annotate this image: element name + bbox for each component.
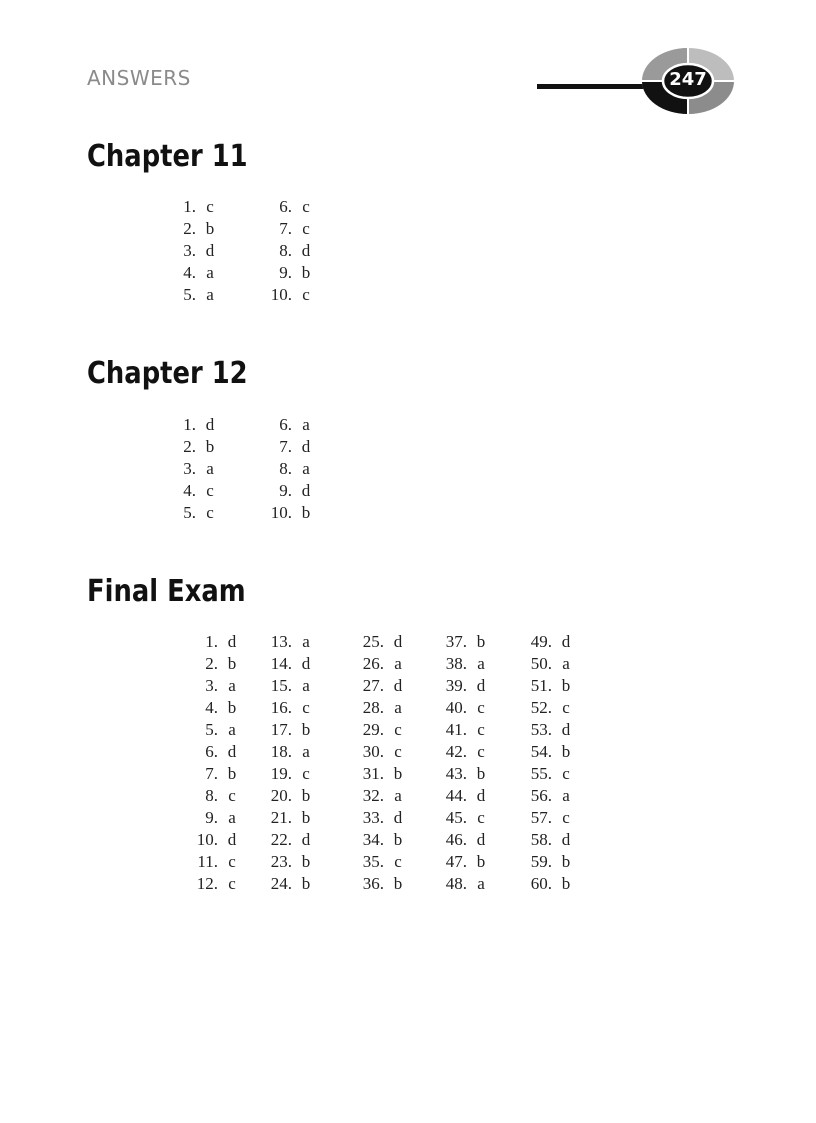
question-number: 17. — [270, 720, 292, 739]
question-number: 8. — [279, 241, 292, 260]
question-number: 53. — [530, 720, 552, 739]
answer-row — [437, 697, 493, 719]
answer-row — [188, 829, 244, 851]
answer-letter: a — [302, 632, 310, 651]
question-number: 25. — [362, 632, 384, 651]
answer-letter: d — [476, 786, 486, 805]
answer-row — [262, 218, 318, 240]
answer-row — [437, 675, 493, 697]
chapter-11-column-2 — [262, 196, 318, 306]
final-exam-column-2 — [262, 631, 318, 895]
question-number: 4. — [205, 698, 218, 717]
answer-letter: d — [561, 830, 571, 849]
question-number: 15. — [270, 676, 292, 695]
question-number: 4. — [183, 481, 196, 500]
answer-letter: c — [562, 764, 570, 783]
answer-row — [262, 807, 318, 829]
answer-row — [437, 631, 493, 653]
answer-row — [166, 284, 222, 306]
answer-row — [354, 741, 410, 763]
answer-letter: c — [302, 698, 310, 717]
answer-row — [354, 719, 410, 741]
answer-row — [262, 763, 318, 785]
question-number: 4. — [183, 263, 196, 282]
question-number: 8. — [205, 786, 218, 805]
answer-row — [166, 240, 222, 262]
answer-letter: c — [477, 698, 485, 717]
answer-letter: c — [394, 720, 402, 739]
answer-row — [522, 873, 578, 895]
question-number: 51. — [530, 676, 552, 695]
answer-row — [522, 697, 578, 719]
answer-letter: b — [205, 437, 215, 456]
answer-letter: a — [206, 285, 214, 304]
question-number: 10. — [270, 503, 292, 522]
question-number: 54. — [530, 742, 552, 761]
answer-letter: b — [561, 676, 571, 695]
answer-letter: d — [476, 830, 486, 849]
question-number: 10. — [196, 830, 218, 849]
answer-letter: a — [206, 263, 214, 282]
answer-letter: b — [393, 874, 403, 893]
question-number: 11. — [197, 852, 218, 871]
answer-letter: c — [302, 285, 310, 304]
question-number: 14. — [270, 654, 292, 673]
answer-row — [262, 851, 318, 873]
question-number: 47. — [445, 852, 467, 871]
question-number: 18. — [270, 742, 292, 761]
answer-letter: b — [227, 654, 237, 673]
answer-letter: d — [561, 632, 571, 651]
question-number: 32. — [362, 786, 384, 805]
answer-row — [188, 807, 244, 829]
question-number: 12. — [196, 874, 218, 893]
answer-row — [354, 851, 410, 873]
answer-letter: c — [206, 197, 214, 216]
answer-row — [522, 785, 578, 807]
question-number: 10. — [270, 285, 292, 304]
question-number: 55. — [530, 764, 552, 783]
question-number: 6. — [279, 197, 292, 216]
question-number: 49. — [530, 632, 552, 651]
question-number: 60. — [530, 874, 552, 893]
answer-row — [262, 240, 318, 262]
answer-row — [188, 653, 244, 675]
answer-letter: c — [302, 219, 310, 238]
answer-letter: c — [394, 852, 402, 871]
question-number: 1. — [183, 415, 196, 434]
question-number: 24. — [270, 874, 292, 893]
answer-row — [166, 262, 222, 284]
answer-row — [262, 829, 318, 851]
running-head: ANSWERS — [87, 66, 191, 90]
question-number: 37. — [445, 632, 467, 651]
answer-row — [262, 675, 318, 697]
chapter-11-column-1 — [166, 196, 222, 306]
question-number: 19. — [270, 764, 292, 783]
question-number: 59. — [530, 852, 552, 871]
question-number: 3. — [183, 459, 196, 478]
question-number: 58. — [530, 830, 552, 849]
answer-row — [262, 785, 318, 807]
question-number: 9. — [279, 481, 292, 500]
answer-row — [262, 741, 318, 763]
question-number: 31. — [362, 764, 384, 783]
answer-row — [262, 196, 318, 218]
answer-letter: a — [302, 742, 310, 761]
answer-letter: b — [301, 852, 311, 871]
answer-letter: d — [205, 415, 215, 434]
answer-letter: d — [393, 632, 403, 651]
answer-letter: c — [302, 764, 310, 783]
question-number: 44. — [445, 786, 467, 805]
question-number: 7. — [279, 219, 292, 238]
answer-row — [354, 653, 410, 675]
question-number: 27. — [362, 676, 384, 695]
answer-row — [354, 807, 410, 829]
question-number: 43. — [445, 764, 467, 783]
answer-row — [188, 675, 244, 697]
answer-row — [262, 414, 318, 436]
question-number: 50. — [530, 654, 552, 673]
answer-row — [437, 785, 493, 807]
answer-letter: d — [227, 632, 237, 651]
question-number: 33. — [362, 808, 384, 827]
answer-letter: b — [227, 698, 237, 717]
answer-row — [522, 719, 578, 741]
answer-row — [262, 631, 318, 653]
answer-letter: a — [562, 654, 570, 673]
answer-row — [437, 807, 493, 829]
answer-letter: a — [562, 786, 570, 805]
answer-row — [188, 873, 244, 895]
answer-letter: c — [206, 503, 214, 522]
answer-row — [262, 458, 318, 480]
answer-row — [437, 829, 493, 851]
answer-letter: b — [561, 874, 571, 893]
answer-letter: a — [228, 808, 236, 827]
question-number: 38. — [445, 654, 467, 673]
answer-letter: c — [477, 720, 485, 739]
question-number: 7. — [279, 437, 292, 456]
question-number: 39. — [445, 676, 467, 695]
answer-row — [262, 719, 318, 741]
section-title-chapter-12: Chapter 12 — [87, 356, 248, 391]
answer-letter: a — [228, 676, 236, 695]
answer-letter: c — [562, 698, 570, 717]
chapter-12-column-1 — [166, 414, 222, 524]
answer-letter: d — [301, 481, 311, 500]
answer-letter: a — [394, 698, 402, 717]
answer-row — [188, 719, 244, 741]
answer-letter: b — [561, 852, 571, 871]
answer-letter: b — [301, 786, 311, 805]
question-number: 1. — [183, 197, 196, 216]
question-number: 1. — [205, 632, 218, 651]
answer-letter: d — [476, 676, 486, 695]
question-number: 28. — [362, 698, 384, 717]
answer-row — [354, 697, 410, 719]
question-number: 36. — [362, 874, 384, 893]
answer-row — [354, 675, 410, 697]
answer-row — [354, 785, 410, 807]
answer-row — [188, 851, 244, 873]
answer-letter: c — [477, 808, 485, 827]
answer-row — [262, 436, 318, 458]
answer-letter: c — [562, 808, 570, 827]
answer-letter: d — [393, 808, 403, 827]
answer-letter: b — [301, 874, 311, 893]
question-number: 35. — [362, 852, 384, 871]
question-number: 29. — [362, 720, 384, 739]
question-number: 2. — [183, 437, 196, 456]
answer-letter: b — [476, 632, 486, 651]
answer-row — [262, 262, 318, 284]
question-number: 16. — [270, 698, 292, 717]
question-number: 6. — [205, 742, 218, 761]
question-number: 9. — [205, 808, 218, 827]
question-number: 45. — [445, 808, 467, 827]
question-number: 57. — [530, 808, 552, 827]
answer-letter: d — [227, 742, 237, 761]
answer-row — [166, 480, 222, 502]
answer-row — [166, 458, 222, 480]
section-title-chapter-11: Chapter 11 — [87, 139, 248, 174]
answer-letter: d — [301, 654, 311, 673]
answer-row — [166, 414, 222, 436]
question-number: 30. — [362, 742, 384, 761]
answer-letter: d — [301, 437, 311, 456]
answer-letter: d — [561, 720, 571, 739]
page-number: 247 — [669, 69, 707, 90]
question-number: 41. — [445, 720, 467, 739]
answer-row — [188, 785, 244, 807]
question-number: 9. — [279, 263, 292, 282]
answer-row — [262, 697, 318, 719]
answer-letter: a — [302, 415, 310, 434]
answer-letter: b — [227, 764, 237, 783]
answer-letter: b — [301, 808, 311, 827]
answer-letter: b — [205, 219, 215, 238]
answer-row — [354, 873, 410, 895]
question-number: 52. — [530, 698, 552, 717]
answer-letter: d — [205, 241, 215, 260]
answer-letter: b — [301, 263, 311, 282]
question-number: 42. — [445, 742, 467, 761]
answer-row — [437, 851, 493, 873]
final-exam-column-3 — [354, 631, 410, 895]
answer-letter: c — [206, 481, 214, 500]
question-number: 5. — [183, 285, 196, 304]
answer-row — [188, 763, 244, 785]
question-number: 5. — [205, 720, 218, 739]
answer-row — [354, 631, 410, 653]
answer-row — [166, 436, 222, 458]
answer-letter: b — [301, 720, 311, 739]
question-number: 6. — [279, 415, 292, 434]
final-exam-column-1 — [188, 631, 244, 895]
question-number: 8. — [279, 459, 292, 478]
answer-row — [354, 763, 410, 785]
answer-row — [166, 218, 222, 240]
answer-letter: c — [394, 742, 402, 761]
answer-row — [522, 829, 578, 851]
answer-letter: a — [228, 720, 236, 739]
answer-row — [522, 675, 578, 697]
answer-row — [437, 763, 493, 785]
answer-letter: a — [477, 874, 485, 893]
answer-letter: b — [476, 852, 486, 871]
answer-letter: c — [228, 786, 236, 805]
answer-letter: d — [301, 830, 311, 849]
answer-letter: a — [206, 459, 214, 478]
answer-letter: c — [228, 852, 236, 871]
answer-row — [262, 653, 318, 675]
question-number: 2. — [205, 654, 218, 673]
answer-row — [354, 829, 410, 851]
question-number: 3. — [205, 676, 218, 695]
answer-row — [522, 763, 578, 785]
answer-row — [262, 480, 318, 502]
question-number: 22. — [270, 830, 292, 849]
answer-letter: a — [477, 654, 485, 673]
question-number: 40. — [445, 698, 467, 717]
answer-letter: a — [302, 459, 310, 478]
question-number: 26. — [362, 654, 384, 673]
answer-row — [522, 741, 578, 763]
answer-row — [522, 807, 578, 829]
question-number: 20. — [270, 786, 292, 805]
section-title-final-exam: Final Exam — [87, 574, 246, 609]
answer-letter: c — [228, 874, 236, 893]
chapter-12-column-2 — [262, 414, 318, 524]
answer-letter: d — [301, 241, 311, 260]
answer-letter: b — [393, 830, 403, 849]
question-number: 56. — [530, 786, 552, 805]
answer-row — [522, 653, 578, 675]
answer-letter: d — [227, 830, 237, 849]
answer-letter: b — [301, 503, 311, 522]
answer-letter: b — [561, 742, 571, 761]
answer-row — [437, 741, 493, 763]
answer-row — [437, 873, 493, 895]
answer-letter: b — [476, 764, 486, 783]
answer-row — [522, 851, 578, 873]
question-number: 13. — [270, 632, 292, 651]
answer-row — [262, 873, 318, 895]
answer-letter: c — [477, 742, 485, 761]
answer-letter: d — [393, 676, 403, 695]
question-number: 3. — [183, 241, 196, 260]
answer-letter: c — [302, 197, 310, 216]
final-exam-column-5 — [522, 631, 578, 895]
answer-row — [262, 502, 318, 524]
answer-row — [188, 697, 244, 719]
question-number: 34. — [362, 830, 384, 849]
answer-letter: a — [394, 654, 402, 673]
answer-letter: b — [393, 764, 403, 783]
question-number: 48. — [445, 874, 467, 893]
answer-row — [437, 719, 493, 741]
question-number: 46. — [445, 830, 467, 849]
answer-row — [437, 653, 493, 675]
answer-row — [522, 631, 578, 653]
answer-row — [166, 502, 222, 524]
answer-letter: a — [394, 786, 402, 805]
question-number: 2. — [183, 219, 196, 238]
question-number: 7. — [205, 764, 218, 783]
answer-row — [262, 284, 318, 306]
question-number: 23. — [270, 852, 292, 871]
answer-row — [188, 631, 244, 653]
answer-row — [166, 196, 222, 218]
final-exam-column-4 — [437, 631, 493, 895]
question-number: 5. — [183, 503, 196, 522]
question-number: 21. — [270, 808, 292, 827]
answer-row — [188, 741, 244, 763]
answer-letter: a — [302, 676, 310, 695]
